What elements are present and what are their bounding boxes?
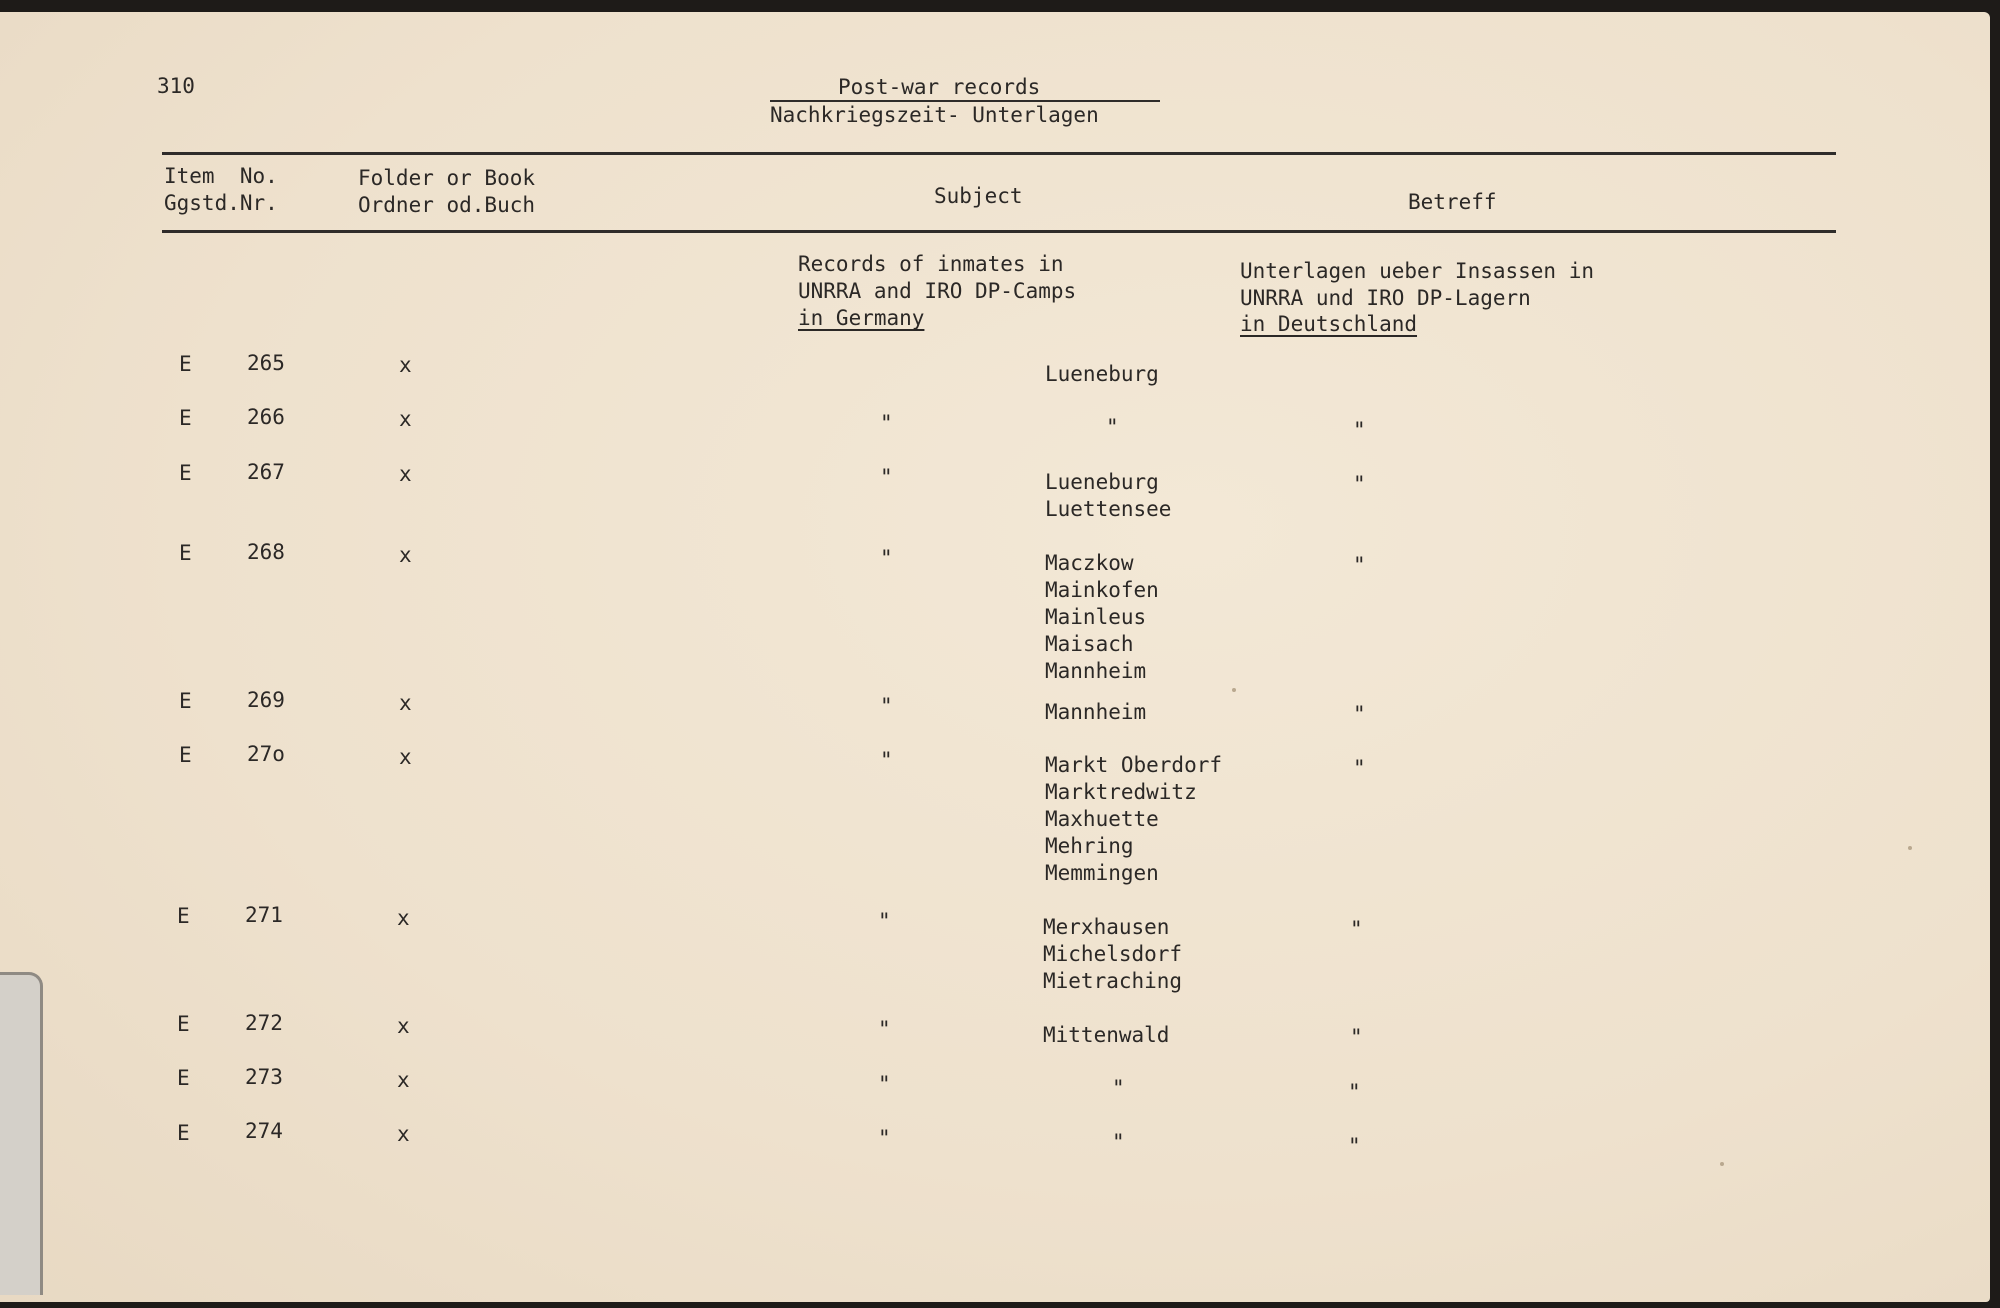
row-folder-mark: x — [397, 906, 410, 930]
binder-tab — [0, 972, 43, 1295]
subject-intro-line-3: in Germany — [798, 306, 925, 330]
header-bottom-rule — [162, 230, 1836, 233]
row-prefix: E — [179, 406, 192, 430]
row-prefix: E — [179, 689, 192, 713]
row-ditto-betreff: " — [1350, 917, 1363, 941]
row-ditto-betreff: " — [1353, 418, 1366, 442]
row-place: " — [1112, 1130, 1125, 1154]
row-prefix: E — [179, 541, 192, 565]
row-ditto-betreff: " — [1348, 1134, 1361, 1158]
row-prefix: E — [177, 1012, 190, 1036]
row-ditto-betreff: " — [1350, 1025, 1363, 1049]
title-english: Post-war records — [838, 75, 1041, 99]
row-ditto-betreff: " — [1348, 1080, 1361, 1104]
row-folder-mark: x — [399, 691, 412, 715]
paper-speck — [1908, 846, 1912, 850]
row-place: Michelsdorf — [1043, 942, 1183, 966]
row-place: Lueneburg — [1045, 470, 1159, 494]
row-folder-mark: x — [399, 745, 412, 769]
row-place: Maisach — [1045, 632, 1134, 656]
row-place: Mietraching — [1043, 969, 1183, 993]
row-place: Merxhausen — [1043, 915, 1170, 939]
row-ditto-subject: " — [880, 465, 893, 489]
header-item-en: Item No. — [164, 164, 278, 188]
row-number: 267 — [247, 460, 285, 484]
row-ditto-subject: " — [878, 1126, 891, 1150]
row-ditto-subject: " — [880, 411, 893, 435]
row-ditto-subject: " — [878, 909, 891, 933]
row-number: 268 — [247, 540, 285, 564]
row-prefix: E — [179, 743, 192, 767]
row-place: " — [1106, 415, 1119, 439]
header-top-rule — [162, 152, 1836, 155]
row-number: 271 — [245, 903, 283, 927]
subject-intro-line-1: Records of inmates in — [798, 252, 1064, 276]
row-ditto-subject: " — [880, 546, 893, 570]
row-prefix: E — [177, 904, 190, 928]
row-folder-mark: x — [399, 462, 412, 486]
row-ditto-subject: " — [880, 694, 893, 718]
row-place: Maxhuette — [1045, 807, 1159, 831]
row-place: Markt Oberdorf — [1045, 753, 1223, 777]
row-place: Mittenwald — [1043, 1023, 1170, 1047]
header-item-de: Ggstd.Nr. — [164, 191, 278, 215]
row-place: Lueneburg — [1045, 362, 1159, 386]
row-place: Maczkow — [1045, 551, 1134, 575]
row-place: Mehring — [1045, 834, 1134, 858]
subject-intro-line-2: UNRRA and IRO DP-Camps — [798, 279, 1077, 303]
row-ditto-betreff: " — [1353, 553, 1366, 577]
row-number: 274 — [245, 1119, 283, 1143]
row-folder-mark: x — [397, 1014, 410, 1038]
header-folder-en: Folder or Book — [358, 166, 536, 190]
row-ditto-betreff: " — [1353, 756, 1366, 780]
row-ditto-subject: " — [880, 748, 893, 772]
row-prefix: E — [179, 352, 192, 376]
row-number: 272 — [245, 1011, 283, 1035]
row-place: Mannheim — [1045, 700, 1147, 724]
row-number: 265 — [247, 351, 285, 375]
row-folder-mark: x — [399, 407, 412, 431]
row-folder-mark: x — [397, 1068, 410, 1092]
paper-speck — [1720, 1162, 1724, 1166]
title-german: Nachkriegszeit- Unterlagen — [770, 103, 1099, 127]
row-place: Mannheim — [1045, 659, 1147, 683]
row-place: Mainkofen — [1045, 578, 1159, 602]
betreff-intro-line-1: Unterlagen ueber Insassen in — [1240, 259, 1595, 283]
row-ditto-betreff: " — [1353, 472, 1366, 496]
row-number: 27o — [247, 742, 285, 766]
row-prefix: E — [179, 461, 192, 485]
row-place: Luettensee — [1045, 497, 1172, 521]
header-folder-de: Ordner od.Buch — [358, 193, 536, 217]
row-folder-mark: x — [399, 353, 412, 377]
row-ditto-subject: " — [878, 1072, 891, 1096]
row-place: Memmingen — [1045, 861, 1159, 885]
row-folder-mark: x — [397, 1122, 410, 1146]
page-number: 310 — [157, 74, 195, 98]
row-ditto-betreff: " — [1353, 702, 1366, 726]
betreff-intro-line-2: UNRRA und IRO DP-Lagern — [1240, 286, 1531, 310]
row-ditto-subject: " — [878, 1017, 891, 1041]
row-place: " — [1112, 1076, 1125, 1100]
row-number: 269 — [247, 688, 285, 712]
row-place: Marktredwitz — [1045, 780, 1197, 804]
row-prefix: E — [177, 1066, 190, 1090]
row-place: Mainleus — [1045, 605, 1147, 629]
betreff-intro-line-3: in Deutschland — [1240, 312, 1418, 336]
row-number: 266 — [247, 405, 285, 429]
header-betreff: Betreff — [1408, 190, 1497, 214]
paper-speck — [1232, 688, 1236, 692]
row-number: 273 — [245, 1065, 283, 1089]
header-subject: Subject — [934, 184, 1023, 208]
row-prefix: E — [177, 1121, 190, 1145]
row-folder-mark: x — [399, 543, 412, 567]
